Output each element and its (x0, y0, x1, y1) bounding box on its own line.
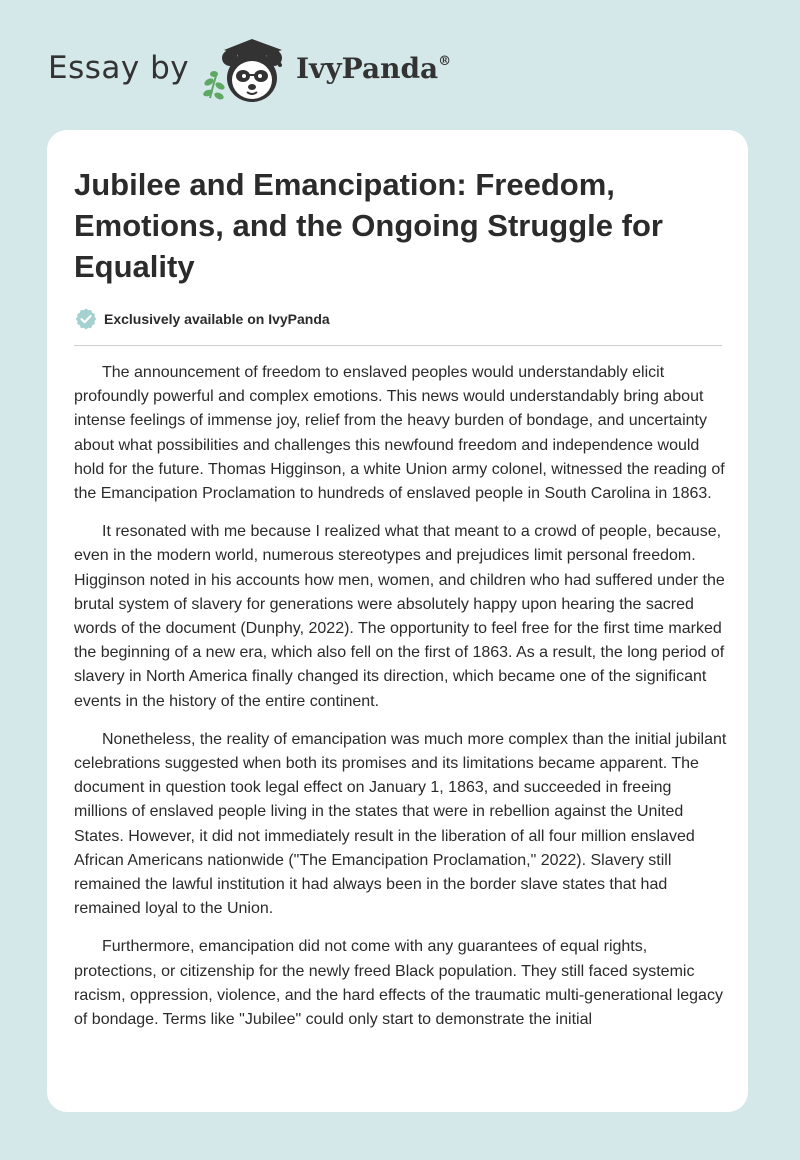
brand-text: IvyPanda (296, 52, 439, 85)
paragraph-1: The announcement of freedom to enslaved peoples would understandably elicit profoundly powerful and complex emotions. This news would understandably bring about intense feelings of immense joy, relief from the heavy burden of bondage, and uncertainty about what possibilities and challenges this newfound freedom and independence would hold for the future. Thomas Higginson, a white Union army colonel, witnessed the reading of the Emancipation Proclamation to hundreds of enslaved people in South Carolina in 1863. (74, 364, 725, 503)
panda-graduate-logo-icon[interactable] (200, 36, 294, 108)
essay-card (47, 130, 748, 1112)
paragraph-3: Nonetheless, the reality of emancipation was much more complex than the initial jubilant celebrations suggested when both its promises and its limitations became apparent. The document in question took legal effect on January 1, 1863, and succeeded in freeing millions of enslaved people living in the states that were in rebellion against the United States. However, it did not immediately result in the liberation of all four million enslaved African Americans nationwide ("The Emancipation Proclamation," 2022). Slavery still remained the lawful institution it had always been in the border slave states that had remained loyal to the Union. (74, 730, 727, 918)
paragraph-2: It resonated with me because I realized what that meant to a crowd of people, because, even in the modern world, numerous stereotypes and prejudices limit personal freedom. Higginson noted in his accounts how men, women, and children who had suffered under the brutal system of slavery for generations were absolutely happy upon hearing the sacred words of the document (Dunphy, 2022). The opportunity to feel free for the first time marked the beginning of a new era, which also fell on the first of 1863. As a result, the long period of slavery in North America finally changed its direction, which became one of the significant events in the history of the entire continent. (74, 523, 725, 710)
essay-title: Jubilee and Emancipation: Freedom, Emotions, and the Ongoing Struggle for Equality (74, 167, 663, 284)
brand-name[interactable] (296, 52, 451, 85)
divider (74, 345, 722, 346)
paragraph-4: Furthermore, emancipation did not come with any guarantees of equal rights, protections, or citizenship for the newly freed Black population. They still faced systemic racism, oppression, violence, and the hard effects of the traumatic multi-generational legacy of bondage. Terms like "Jubilee" could only start to demonstrate the initial (74, 938, 723, 1029)
site-header (0, 0, 800, 130)
check-circle-icon (74, 307, 98, 331)
exclusive-badge (74, 307, 330, 331)
essay-by-label: Essay by (48, 50, 190, 86)
registered-mark: ® (438, 54, 452, 69)
exclusive-badge-label: Exclusively available on IvyPanda (104, 311, 330, 327)
essay-body (74, 361, 728, 1046)
